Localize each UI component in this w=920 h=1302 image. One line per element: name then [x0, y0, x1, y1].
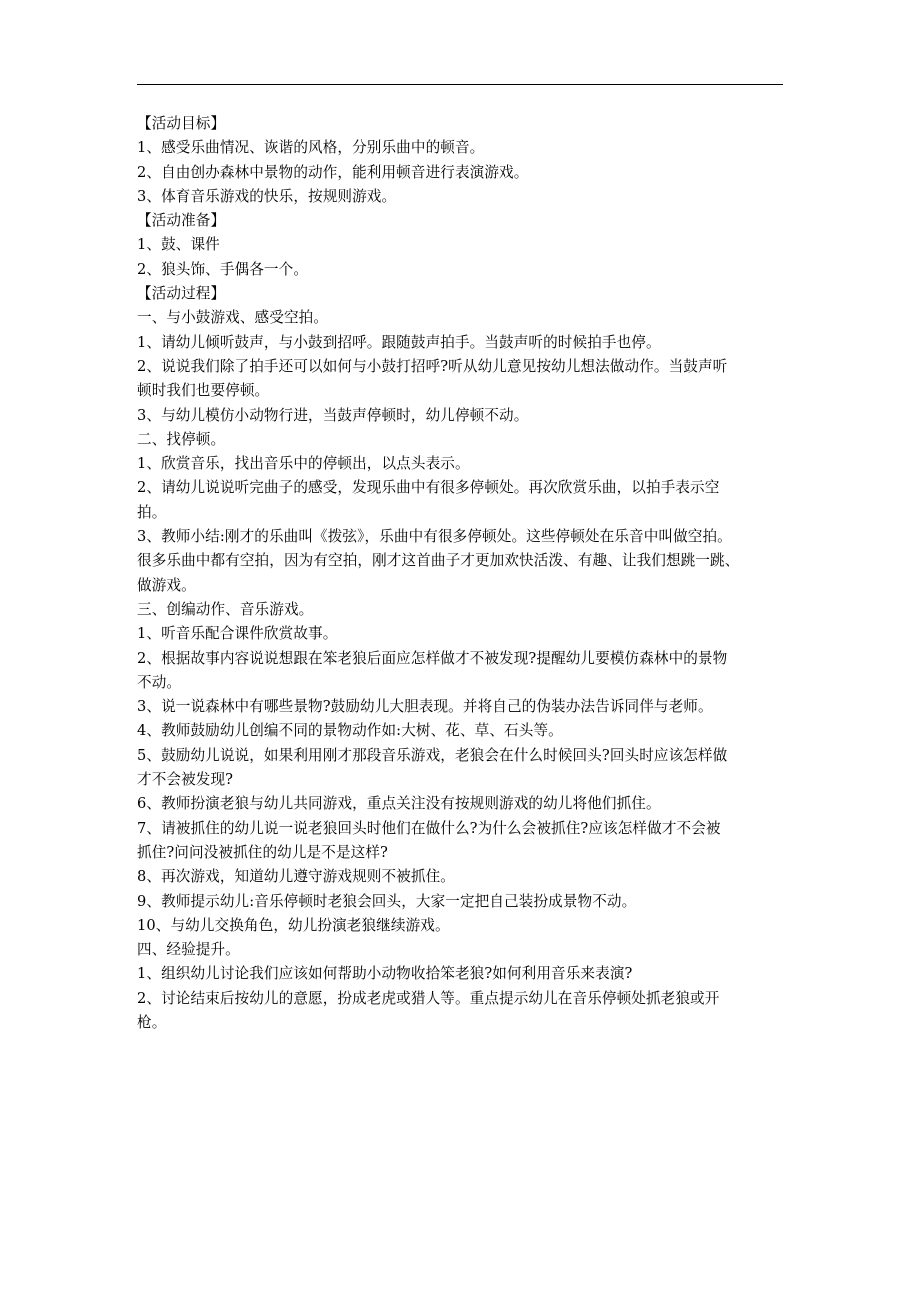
- text-line: 10、与幼儿交换角色，幼儿扮演老狼继续游戏。: [137, 916, 450, 934]
- text-line: 很多乐曲中都有空拍，因为有空拍，刚才这首曲子才更加欢快活泼、有趣、让我们想跳一跳、: [137, 552, 740, 570]
- text-line: 8、再次游戏，知道幼儿遵守游戏规则不被抓住。: [137, 868, 455, 886]
- text-line: 2、自由创办森林中景物的动作，能利用顿音进行表演游戏。: [137, 163, 529, 181]
- text-line: 抓住?问问没被抓住的幼儿是不是这样?: [137, 843, 388, 861]
- section-heading-preparation: 【活动准备】: [137, 212, 226, 230]
- text-line: 2、狼头饰、手偶各一个。: [137, 260, 309, 278]
- text-line: 2、请幼儿说说听完曲子的感受，发现乐曲中有很多停顿处。再次欣赏乐曲，以拍手表示空: [137, 479, 720, 497]
- subsection-heading: 四、经验提升。: [137, 941, 240, 959]
- subsection-heading: 一、与小鼓游戏、感受空拍。: [137, 309, 329, 327]
- subsection-heading: 三、创编动作、音乐游戏。: [137, 600, 314, 618]
- text-line: 顿时我们也要停顿。: [137, 382, 270, 400]
- text-line: 2、根据故事内容说说想跟在笨老狼后面应怎样做才不被发现?提醒幼儿要模仿森林中的景物: [137, 649, 728, 667]
- text-line: 3、教师小结:刚才的乐曲叫《拨弦》，乐曲中有很多停顿处。这些停顿处在乐音中叫做空拍。: [137, 528, 732, 546]
- text-line: 不动。: [137, 673, 182, 691]
- section-heading-goals: 【活动目标】: [137, 115, 226, 132]
- text-line: 拍。: [137, 503, 167, 521]
- text-line: 3、体育音乐游戏的快乐，按规则游戏。: [137, 187, 397, 205]
- text-line: 7、请被抓住的幼儿说一说老狼回头时他们在做什么?为什么会被抓住?应该怎样做才不会被: [137, 819, 721, 837]
- text-line: 1、组织幼儿讨论我们应该如何帮助小动物收拾笨老狼?如何利用音乐来表演?: [137, 965, 633, 983]
- text-line: 1、欣赏音乐，找出音乐中的停顿出，以点头表示。: [137, 455, 470, 473]
- text-line: 1、鼓、课件: [137, 236, 220, 254]
- text-line: 1、听音乐配合课件欣赏故事。: [137, 625, 338, 643]
- subsection-heading: 二、找停顿。: [137, 430, 226, 448]
- text-line: 枪。: [137, 1013, 167, 1031]
- text-line: 2、说说我们除了拍手还可以如何与小鼓打招呼?听从幼儿意见按幼儿想法做动作。当鼓声听: [137, 357, 728, 375]
- section-heading-process: 【活动过程】: [137, 285, 226, 303]
- document-body: [137, 112, 787, 1035]
- text-line: 5、鼓励幼儿说说，如果利用刚才那段音乐游戏，老狼会在什么时候回头?回头时应该怎样做: [137, 746, 728, 764]
- text-line: 1、请幼儿倾听鼓声，与小鼓到招呼。跟随鼓声拍手。当鼓声听的时候拍手也停。: [137, 333, 661, 351]
- text-line: 3、说一说森林中有哪些景物?鼓励幼儿大胆表现。并将自己的伪装办法告诉同伴与老师。: [137, 698, 713, 716]
- text-line: 2、讨论结束后按幼儿的意愿，扮成老虎或猎人等。重点提示幼儿在音乐停顿处抓老狼或开: [137, 989, 720, 1007]
- header-rule: [137, 84, 783, 85]
- text-line: 6、教师扮演老狼与幼儿共同游戏，重点关注没有按规则游戏的幼儿将他们抓住。: [137, 795, 661, 813]
- text-line: 3、与幼儿模仿小动物行进，当鼓声停顿时，幼儿停顿不动。: [137, 406, 529, 424]
- text-line: 9、教师提示幼儿:音乐停顿时老狼会回头，大家一定把自己装扮成景物不动。: [137, 892, 637, 910]
- text-line: 4、教师鼓励幼儿创编不同的景物动作如:大树、花、草、石头等。: [137, 722, 563, 740]
- text-line: 做游戏。: [137, 576, 196, 594]
- text-line: 1、感受乐曲情况、诙谐的风格，分别乐曲中的顿音。: [137, 139, 485, 157]
- text-line: 才不会被发现?: [137, 771, 234, 789]
